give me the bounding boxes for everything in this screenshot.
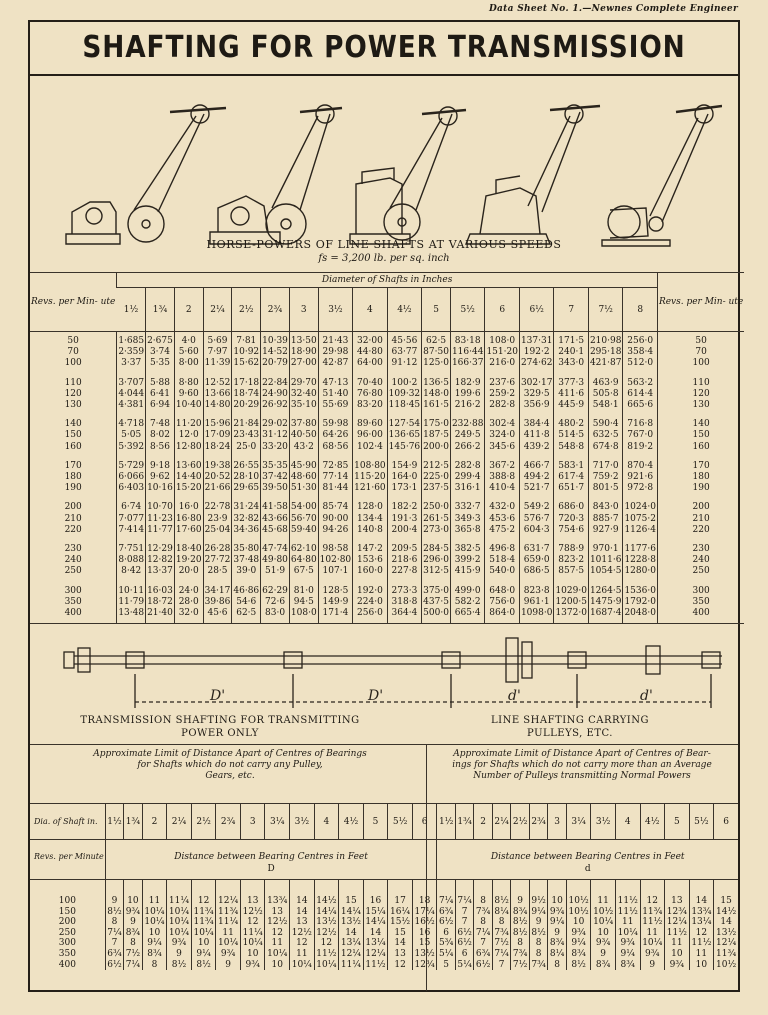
- left-distance-cell: 13 12½ 12 11¼ 10¼ 10 9¾: [240, 880, 265, 971]
- diameter-7: 3½: [318, 288, 353, 332]
- left-distance-cell: 15 14¼ 13½ 14 13¼ 12¼ 11¼: [339, 880, 364, 971]
- revs-per-minute-label: Revs. per Minute: [30, 840, 105, 880]
- left-distance-cell: 12¼ 11¾ 11¼ 11 10¼ 9¾ 9: [216, 880, 241, 971]
- horsepower-table: [30, 272, 744, 624]
- bearing-diameter-row: [30, 804, 738, 840]
- left-distance-cell: 11¼ 10¼ 10¼ 10¼ 9¾ 9 8½: [167, 880, 192, 971]
- diameter-13: 6½: [519, 288, 554, 332]
- diameter-16: 8: [623, 288, 658, 332]
- transmission-shafting-caption: [80, 714, 360, 740]
- bearing-distance-header-row: [30, 840, 738, 880]
- hp-value-cell: 4·718 5·05 5·392: [117, 415, 146, 457]
- left-diameter-12: 5½: [388, 804, 413, 840]
- hp-table-stress-note: fs = 3,200 lb. per sq. inch: [318, 253, 450, 264]
- right-distance-cell: 10 9¾ 9¼ 9 8¾ 8¼ 8: [548, 880, 566, 971]
- hp-value-cell: 480·2 514·5 548·8: [554, 415, 589, 457]
- hp-value-cell: 1·685 2·359 3·37: [117, 332, 146, 374]
- right-distance-cell: 8½ 8¼ 8 7¾ 7½ 7¼ 7: [492, 880, 510, 971]
- revs-values-right: 230 240 250: [657, 540, 744, 582]
- hp-value-cell: 384·4 411·8 439·2: [519, 415, 554, 457]
- diameter-14: 7: [554, 288, 589, 332]
- hp-value-cell: 284·5 296·0 312·5: [422, 540, 451, 582]
- right-diameter-11: 5: [665, 804, 690, 840]
- hp-value-cell: 788·9 823·2 857·5: [554, 540, 589, 582]
- revs-values-right: 170 180 190: [657, 457, 744, 499]
- revs-values-left: 300 350 400: [30, 582, 117, 624]
- left-distance-cell: 16 15¼ 14¼ 14 13¼ 12¼ 11½: [363, 880, 388, 971]
- hp-value-cell: 29·02 31·12 33·20: [261, 415, 290, 457]
- right-heading-line-2: ings for Shafts which do not carry more than an Average: [452, 760, 712, 770]
- left-diameter-11: 5: [363, 804, 388, 840]
- hp-value-cell: 100·2 109·32 118·45: [387, 374, 422, 416]
- hp-value-cell: 7·751 8·088 8·42: [117, 540, 146, 582]
- hp-value-cell: 237·6 259·2 282·8: [485, 374, 520, 416]
- hp-value-cell: 136·5 148·0 161·5: [422, 374, 451, 416]
- left-distance-cell: 14½ 14¼ 13½ 12½ 12 11½ 10¼: [314, 880, 339, 971]
- right-distance-cell: 8 7¾ 8 7¼ 7 6¾ 6½: [474, 880, 492, 971]
- left-diameter-0: 1½: [105, 804, 123, 840]
- bearing-distance-table: [30, 803, 738, 970]
- hp-value-cell: 3·707 4·044 4·381: [117, 374, 146, 416]
- hp-value-cell: 128·5 149·9 171·4: [318, 582, 353, 624]
- hp-group-row: [30, 374, 744, 416]
- hp-value-cell: 212·5 225·0 237·5: [422, 457, 451, 499]
- hp-value-cell: 432·0 453·6 475·2: [485, 498, 520, 540]
- hp-value-cell: 466·7 494·2 521·7: [519, 457, 554, 499]
- hp-value-cell: 273·3 318·8 364·4: [387, 582, 422, 624]
- hp-value-cell: 85·74 90·00 94·26: [318, 498, 353, 540]
- left-heading-line-1: Approximate Limit of Distance Apart of Centres of Bearings: [93, 749, 367, 759]
- hp-value-cell: 563·2 614·4 665·6: [623, 374, 658, 416]
- diameter-15: 7½: [588, 288, 623, 332]
- hp-value-cell: 108·0 151·20 216·0: [485, 332, 520, 374]
- caption-left-line-1: TRANSMISSION SHAFTING FOR TRANSMITTING: [80, 715, 360, 726]
- bearing-distance-section: [30, 744, 738, 990]
- hp-value-cell: 18·40 19·20 20·0: [174, 540, 203, 582]
- engine-drive-4: [466, 105, 600, 244]
- hp-value-cell: 127·54 136·65 145·76: [387, 415, 422, 457]
- line-shaft-drives-illustration: [50, 84, 722, 252]
- hp-value-cell: 175·0 187·5 200·0: [422, 415, 451, 457]
- hp-value-cell: 590·4 632·5 674·8: [588, 415, 623, 457]
- left-diameter-2: 2: [142, 804, 167, 840]
- hp-value-cell: 154·9 164·0 173·1: [387, 457, 422, 499]
- right-diameter-7: 3¼: [566, 804, 591, 840]
- hp-value-cell: 717·0 759·2 801·5: [588, 457, 623, 499]
- hp-value-cell: 332·7 349·3 365·8: [450, 498, 485, 540]
- right-distance-cell: 9½ 9¼ 9 8½ 8 8 7¾: [529, 880, 547, 971]
- engine-drive-1: [66, 105, 226, 244]
- hp-value-cell: 499·0 582·2 665·4: [450, 582, 485, 624]
- hp-value-cell: 302·17 329·5 356·9: [519, 374, 554, 416]
- hp-value-cell: 21·84 23·43 25·0: [232, 415, 261, 457]
- hp-value-cell: 7·48 8·02 8·56: [146, 415, 175, 457]
- data-sheet-number: Data Sheet No. 1.: [488, 4, 583, 14]
- right-distance-cell: 11 10½ 10¼ 10 9¾ 9 8¾: [591, 880, 616, 971]
- hp-value-cell: 10·39 14·52 20·79: [261, 332, 290, 374]
- left-distance-cell: 11 10¼ 10¼ 10 9¼ 8¾ 8: [142, 880, 167, 971]
- hp-value-cell: 59·98 64·26 68·56: [318, 415, 353, 457]
- hp-group-row: [30, 332, 744, 374]
- hp-value-cell: 716·8 767·0 819·2: [623, 415, 658, 457]
- left-distance-label: Distance between Bearing Centres in Feet: [174, 852, 368, 862]
- hp-value-cell: 648·0 756·0 864·0: [485, 582, 520, 624]
- right-diameter-6: 3: [548, 804, 566, 840]
- hp-value-cell: 12·52 13·66 14·80: [203, 374, 232, 416]
- right-diameter-3: 2¼: [492, 804, 510, 840]
- hp-value-cell: 54·00 56·70 59·40: [289, 498, 318, 540]
- right-diameter-5: 2¾: [529, 804, 547, 840]
- hp-value-cell: 463·9 505·8 548·1: [588, 374, 623, 416]
- diameter-row: [30, 288, 744, 332]
- hp-value-cell: 250·0 261·5 273·0: [422, 498, 451, 540]
- hp-value-cell: 62·29 72·6 83·0: [261, 582, 290, 624]
- dim-d-right: d': [640, 688, 653, 704]
- hp-value-cell: 282·8 299·4 316·1: [450, 457, 485, 499]
- hp-value-cell: 62·5 87·50 125·0: [422, 332, 451, 374]
- hp-value-cell: 41·58 43·66 45·68: [261, 498, 290, 540]
- hp-value-cell: 302·4 324·0 345·6: [485, 415, 520, 457]
- hp-value-cell: 26·55 28·10 29·65: [232, 457, 261, 499]
- revs-values-right: 140 150 160: [657, 415, 744, 457]
- hp-value-cell: 70·40 76·80 83·20: [353, 374, 388, 416]
- left-distance-cell: 13¾ 13 12½ 12 11 10¼ 10: [265, 880, 290, 971]
- hp-value-cell: 171·5 240·1 343·0: [554, 332, 589, 374]
- hp-value-cell: 843·0 885·7 927·9: [588, 498, 623, 540]
- revs-values-left: 200 210 220: [64, 502, 82, 535]
- diameter-4: 2½: [232, 288, 261, 332]
- hp-value-cell: 367·2 388·8 410·4: [485, 457, 520, 499]
- caption-left-line-2: POWER ONLY: [181, 728, 259, 739]
- hp-value-cell: 5·88 6·41 6·94: [146, 374, 175, 416]
- hp-value-cell: 19·38 20·52 21·66: [203, 457, 232, 499]
- right-distance-cell: 15 14½ 14 13½ 12¼ 11¾ 10½: [714, 880, 738, 971]
- right-distance-cell: 12 11¾ 11½ 11 10¼ 9¾ 9: [640, 880, 665, 971]
- hp-value-cell: 5·69 7·97 11·39: [203, 332, 232, 374]
- left-diameter-1: 1¾: [124, 804, 142, 840]
- hp-group-row: [30, 415, 744, 457]
- right-distance-header: [437, 840, 738, 880]
- bearing-distance-values: [30, 880, 738, 971]
- diameter-2: 2: [174, 288, 203, 332]
- dim-D-right: D': [368, 688, 384, 704]
- left-diameter-4: 2½: [191, 804, 216, 840]
- bearing-revs-values: 100 150 200 250 300 350 400: [58, 896, 76, 970]
- hp-value-cell: 32·00 44·80 64·00: [353, 332, 388, 374]
- hp-value-cell: 81·0 94·5 108·0: [289, 582, 318, 624]
- motor-drive-5: [602, 105, 722, 246]
- diameter-11: 5½: [450, 288, 485, 332]
- hp-value-cell: 210·98 295·18 421·87: [588, 332, 623, 374]
- hp-value-cell: 22·78 23·9 25·04: [203, 498, 232, 540]
- right-limit-heading: [434, 749, 730, 782]
- hp-value-cell: 1536·0 1792·0 2048·0: [623, 582, 658, 624]
- hp-value-cell: 17·18 18·74 20·29: [232, 374, 261, 416]
- revs-header-right: Revs. per Min- ute: [657, 273, 744, 332]
- hp-value-cell: 686·0 720·3 754·6: [554, 498, 589, 540]
- revs-values-right: 300 350 400: [657, 582, 744, 624]
- diameter-0: 1½: [117, 288, 146, 332]
- revs-values-right: 200 210 220: [657, 498, 744, 540]
- right-diameter-8: 3½: [591, 804, 616, 840]
- bearing-values-row: [30, 880, 738, 971]
- hp-value-cell: 375·0 437·5 500·0: [422, 582, 451, 624]
- revs-values-left: 50 70 100: [64, 336, 82, 369]
- right-diameter-9: 4: [615, 804, 640, 840]
- hp-group-row: [30, 498, 744, 540]
- right-distance-cell: 10½ 10½ 10 9¾ 9¼ 8¾ 8½: [566, 880, 591, 971]
- caption-right-line-2: PULLEYS, ETC.: [527, 728, 613, 739]
- hp-value-cell: 47·13 51·40 55·69: [318, 374, 353, 416]
- hp-value-cell: 7·81 10·92 15·62: [232, 332, 261, 374]
- hp-value-cell: 549·2 576·7 604·3: [519, 498, 554, 540]
- inch-label: in.: [87, 817, 98, 826]
- hp-group-row: [30, 540, 744, 582]
- hp-value-cell: 31·24 32·82 34·36: [232, 498, 261, 540]
- diameter-6: 3: [289, 288, 318, 332]
- right-distance-cell: 7¼ 7 7 6½ 6½ 6 5¼: [455, 880, 473, 971]
- hp-value-cell: 15·96 17·09 18·24: [203, 415, 232, 457]
- hp-value-cell: 870·4 921·6 972·8: [623, 457, 658, 499]
- engine-drive-2: [210, 105, 342, 244]
- right-distance-cell: 13 12¾ 12¼ 11½ 11 10 9¾: [665, 880, 690, 971]
- hp-value-cell: 496·8 518·4 540·0: [485, 540, 520, 582]
- diameter-header: Diameter of Shafts in Inches: [117, 273, 658, 288]
- right-distance-label: Distance between Bearing Centres in Feet: [490, 852, 685, 862]
- left-distance-cell: 14 14 13 12½ 12 11 10¼: [290, 880, 315, 971]
- hp-value-cell: 1177·6 1228·8 1280·0: [623, 540, 658, 582]
- hp-table-caption: HORSE-POWERS OF LINE SHAFTS AT VARIOUS SPEEDS: [206, 238, 562, 251]
- left-limit-heading: [50, 749, 410, 782]
- left-diameter-7: 3¼: [265, 804, 290, 840]
- hp-value-cell: 8·80 9·60 10·40: [174, 374, 203, 416]
- right-diameter-0: 1½: [437, 804, 455, 840]
- right-diameter-12: 5½: [689, 804, 714, 840]
- left-diameter-8: 3½: [290, 804, 315, 840]
- hp-value-cell: 37·80 40·50 43·2: [289, 415, 318, 457]
- hp-value-cell: 13·60 14·40 15·20: [174, 457, 203, 499]
- hp-value-cell: 35·80 37·48 39·0: [232, 540, 261, 582]
- left-diameter-6: 3: [240, 804, 265, 840]
- hp-value-cell: 128·0 134·4 140·8: [353, 498, 388, 540]
- hp-value-cell: 47·74 49·80 51·9: [261, 540, 290, 582]
- hp-value-cell: 22·84 24·90 26·92: [261, 374, 290, 416]
- data-sheet-frame: [28, 20, 744, 992]
- hp-value-cell: 583·1 617·4 651·7: [554, 457, 589, 499]
- right-distance-cell: 9 8¾ 8½ 8½ 8 7¾ 7½: [511, 880, 529, 971]
- hp-value-cell: 16·03 18·72 21·40: [146, 582, 175, 624]
- engine-drive-3: [350, 107, 466, 244]
- hp-value-cell: 1024·0 1075·2 1126·4: [623, 498, 658, 540]
- hp-value-cell: 45·56 63·77 91·12: [387, 332, 422, 374]
- revs-header-left: Revs. per Min- ute: [30, 273, 117, 332]
- left-diameter-10: 4½: [339, 804, 364, 840]
- right-diameter-13: 6: [714, 804, 738, 840]
- right-diameter-4: 2½: [511, 804, 529, 840]
- hp-value-cell: 46·86 54·6 62·5: [232, 582, 261, 624]
- left-distance-letter: D: [267, 864, 275, 874]
- shafting-diagram: [50, 630, 722, 722]
- hp-value-cell: 256·0 358·4 512·0: [623, 332, 658, 374]
- page-title: SHAFTING FOR POWER TRANSMISSION: [82, 30, 686, 65]
- left-distance-cell: 12 11¾ 11¾ 10¼ 10 9¼ 8½: [191, 880, 216, 971]
- dia-label: Dia. of Shaft: [34, 817, 85, 826]
- hp-value-cell: 98·58 102·80 107·1: [318, 540, 353, 582]
- dia-of-shaft-label: [30, 804, 105, 840]
- hp-group-row: [30, 582, 744, 624]
- page-header: [489, 4, 738, 14]
- hp-value-cell: 147·2 153·6 160·0: [353, 540, 388, 582]
- revs-values-left: 110 120 130: [64, 377, 82, 411]
- left-distance-cell: 17 16¼ 15½ 15 14 13 12: [388, 880, 413, 971]
- left-distance-cell: 9 8½ 8 7¼ 7 6¾ 6½: [105, 880, 123, 971]
- hp-value-cell: 1264·5 1475·9 1687·4: [588, 582, 623, 624]
- hp-value-cell: 823·8 961·1 1098·0: [519, 582, 554, 624]
- hp-value-cell: 4·0 5·60 8·00: [174, 332, 203, 374]
- hp-value-cell: 12·29 12·82 13·37: [146, 540, 175, 582]
- left-heading-line-3: Gears, etc.: [205, 771, 255, 781]
- hp-value-cell: 5·729 6·066 6·403: [117, 457, 146, 499]
- hp-value-cell: 34·17 39·86 45·6: [203, 582, 232, 624]
- right-diameter-1: 1¾: [455, 804, 473, 840]
- left-distance-header: [105, 840, 437, 880]
- left-diameter-9: 4: [314, 804, 339, 840]
- hp-value-cell: 29·70 32·40 35·10: [289, 374, 318, 416]
- title-divider: [30, 74, 738, 76]
- caption-right-line-1: LINE SHAFTING CARRYING: [490, 715, 649, 726]
- revs-values-left: 170 180 190: [64, 460, 82, 494]
- hp-value-cell: 10·11 11·79 13·48: [117, 582, 146, 624]
- hp-value-cell: 62·10 64·80 67·5: [289, 540, 318, 582]
- right-heading-line-1: Approximate Limit of Distance Apart of Centres of Bear-: [453, 749, 711, 759]
- diameter-5: 2¾: [261, 288, 290, 332]
- hp-value-cell: 970·1 1011·6 1054·5: [588, 540, 623, 582]
- hp-value-cell: 45·90 48·60 51·30: [289, 457, 318, 499]
- hp-value-cell: 21·43 29·98 42·87: [318, 332, 353, 374]
- right-diameter-10: 4½: [640, 804, 665, 840]
- diameter-1: 1¾: [146, 288, 175, 332]
- right-distance-letter: d: [584, 864, 591, 874]
- diameter-8: 4: [353, 288, 388, 332]
- right-distance-cell: 14 13¾ 13¼ 12 11½ 11 10: [689, 880, 714, 971]
- right-heading-line-3: Number of Pulleys transmitting Normal Powers: [473, 771, 691, 781]
- hp-value-cell: 232·88 249·5 266·2: [450, 415, 485, 457]
- hp-value-cell: 209·5 218·6 227·8: [387, 540, 422, 582]
- hp-value-cell: 6·74 7·077 7·414: [117, 498, 146, 540]
- hp-value-cell: 377·3 411·6 445·9: [554, 374, 589, 416]
- hp-value-cell: 2·675 3·74 5·35: [146, 332, 175, 374]
- hp-value-cell: 182·9 199·6 216·2: [450, 374, 485, 416]
- hp-value-cell: 11·20 12·0 12·80: [174, 415, 203, 457]
- hp-value-cell: 89·60 96·00 102·4: [353, 415, 388, 457]
- hp-value-cell: 9·18 9·62 10·16: [146, 457, 175, 499]
- diameter-10: 5: [422, 288, 451, 332]
- hp-value-cell: 137·31 192·2 274·62: [519, 332, 554, 374]
- right-distance-cell: 11½ 11½ 11 10¼ 9¾ 9¼ 8¾: [615, 880, 640, 971]
- revs-values-right: 110 120 130: [657, 374, 744, 416]
- hp-value-cell: 24·0 28·0 32·0: [174, 582, 203, 624]
- right-diameter-2: 2: [474, 804, 492, 840]
- hp-value-cell: 35·35 37·42 39·50: [261, 457, 290, 499]
- left-diameter-13: 6: [412, 804, 437, 840]
- line-shafting-caption: [460, 714, 680, 740]
- left-diameter-5: 2¾: [216, 804, 241, 840]
- left-distance-cell: 18 17¼ 16½ 16 15 13½ 12¾: [412, 880, 437, 971]
- left-heading-line-2: for Shafts which do not carry any Pulley,: [137, 760, 323, 770]
- publication-name: —Newnes Complete Engineer: [582, 4, 738, 14]
- right-distance-cell: 7¼ 6¾ 6½ 6 5¾ 5¼ 5: [437, 880, 455, 971]
- hp-value-cell: 631·7 659·0 686·5: [519, 540, 554, 582]
- hp-value-cell: 83·18 116·44 166·37: [450, 332, 485, 374]
- hp-value-cell: 16·0 16·80 17·60: [174, 498, 203, 540]
- hp-value-cell: 10·70 11·23 11·77: [146, 498, 175, 540]
- hp-group-row: [30, 457, 744, 499]
- dim-d-left: d': [508, 688, 521, 704]
- hp-value-cell: 182·2 191·3 200·4: [387, 498, 422, 540]
- hp-value-cell: 13·50 18·90 27·00: [289, 332, 318, 374]
- hp-value-cell: 382·5 399·2 415·9: [450, 540, 485, 582]
- revs-values-left: 230 240 250: [64, 544, 82, 577]
- diameter-3: 2¼: [203, 288, 232, 332]
- horsepower-body: [30, 332, 744, 624]
- revs-values-right: 50 70 100: [657, 332, 744, 374]
- hp-value-cell: 192·0 224·0 256·0: [353, 582, 388, 624]
- dim-D-left: D': [210, 688, 226, 704]
- hp-value-cell: 72·85 77·14 81·44: [318, 457, 353, 499]
- diameter-12: 6: [485, 288, 520, 332]
- hp-value-cell: 1029·0 1200·5 1372·0: [554, 582, 589, 624]
- hp-value-cell: 108·80 115·20 121·60: [353, 457, 388, 499]
- revs-values-left: 140 150 160: [64, 419, 82, 452]
- left-distance-cell: 10 9¾ 9 8¾ 8 7½ 7¼: [124, 880, 142, 971]
- left-diameter-3: 2¼: [167, 804, 192, 840]
- hp-value-cell: 26·28 27·72 28·5: [203, 540, 232, 582]
- diameter-9: 4½: [387, 288, 422, 332]
